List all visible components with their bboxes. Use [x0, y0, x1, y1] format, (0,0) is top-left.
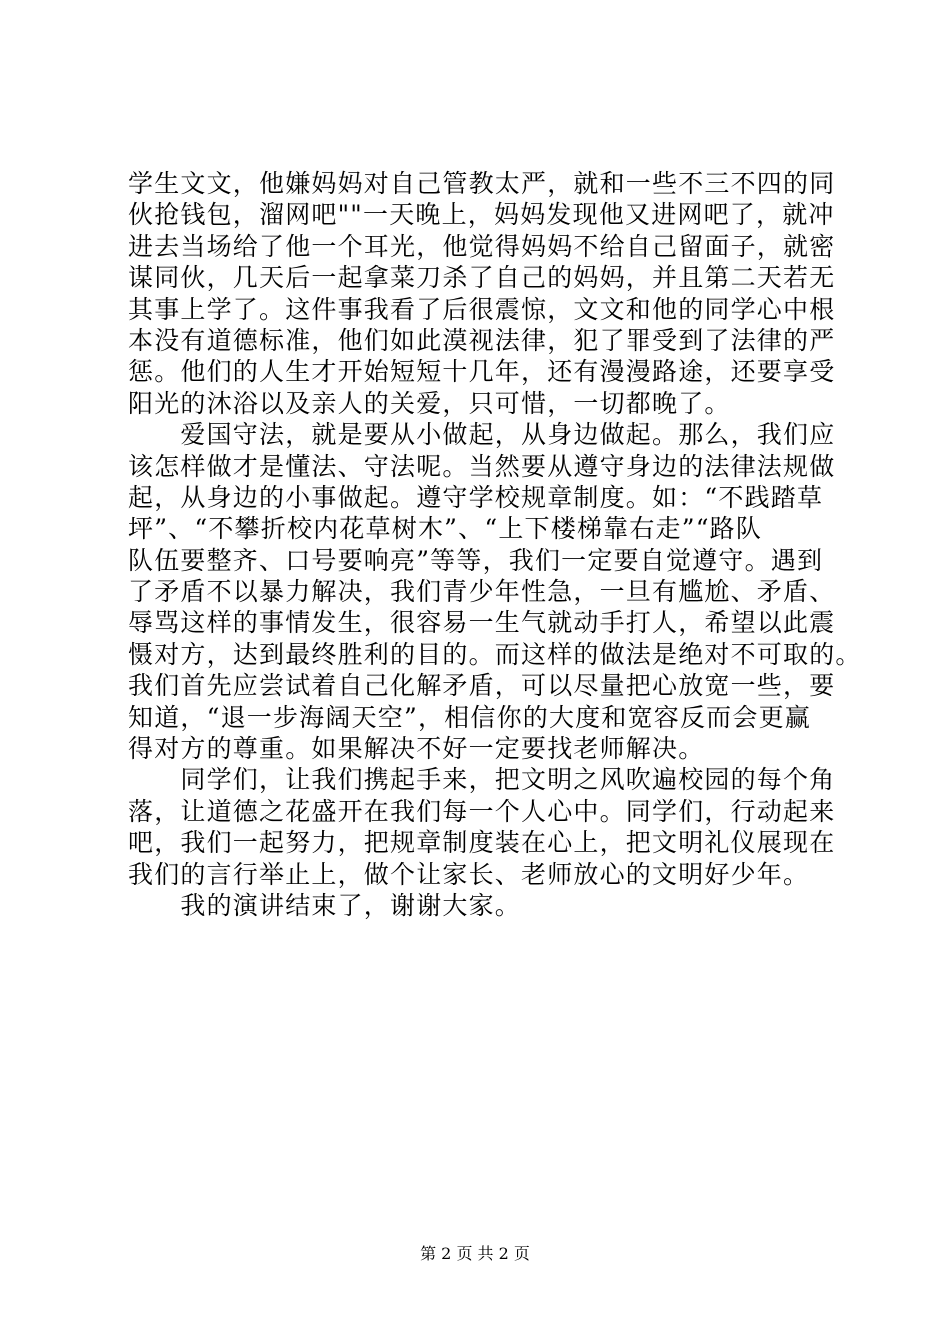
text-line: 进去当场给了他一个耳光，他觉得妈妈不给自己留面子，就密	[128, 231, 836, 261]
text-line: 落，让道德之花盛开在我们每一个人心中。同学们，行动起来	[128, 796, 836, 826]
text-line: 学生文文，他嫌妈妈对自己管教太严，就和一些不三不四的同	[128, 169, 836, 198]
text-line: 惩。他们的人生才开始短短十几年，还有漫漫路途，还要享受	[128, 357, 836, 387]
text-line: 了矛盾不以暴力解决，我们青少年性急，一旦有尴尬、矛盾、	[128, 577, 836, 607]
text-line: 同学们，让我们携起手来，把文明之风吹遍校园的每个角	[128, 765, 836, 795]
text-line: 我的演讲结束了，谢谢大家。	[128, 890, 522, 920]
text-line: 我们首先应尝试着自己化解矛盾，可以尽量把心放宽一些，要	[128, 671, 836, 701]
text-line: 本没有道德标准，他们如此漠视法律，犯了罪受到了法律的严	[128, 325, 836, 355]
text-line: 伙抢钱包，溜网吧""一天晚上，妈妈发现他又进网吧了，就冲	[128, 200, 835, 230]
text-line: 吧，我们一起努力，把规章制度装在心上，把文明礼仪展现在	[128, 828, 836, 858]
text-line: 辱骂这样的事情发生，很容易一生气就动手打人，希望以此震	[128, 608, 836, 638]
text-line: 知道，“退一步海阔天空”，相信你的大度和宽容反而会更赢	[128, 702, 811, 732]
speech-body	[128, 168, 862, 921]
text-line: 队伍要整齐、口号要响亮”等等，我们一定要自觉遵守。遇到	[128, 545, 824, 575]
text-line: 得对方的尊重。如果解决不好一定要找老师解决。	[128, 734, 705, 764]
text-line: 起，从身边的小事做起。遵守学校规章制度。如：“不践踏草	[128, 482, 824, 512]
text-line: 爱国守法，就是要从小做起，从身边做起。那么，我们应	[128, 420, 836, 450]
text-line: 谋同伙，几天后一起拿菜刀杀了自己的妈妈，并且第二天若无	[128, 263, 836, 293]
text-line: 慑对方，达到最终胜利的目的。而这样的做法是绝对不可取的。	[128, 639, 862, 669]
text-line: 其事上学了。这件事我看了后很震惊，文文和他的同学心中根	[128, 294, 836, 324]
text-line: 坪”、“不攀折校内花草树木”、“上下楼梯靠右走”“路队	[128, 514, 763, 544]
page-number-footer: 第 2 页 共 2 页	[420, 1244, 530, 1263]
text-line: 阳光的沐浴以及亲人的关爱，只可惜，一切都晚了。	[128, 388, 731, 418]
text-line: 该怎样做才是懂法、守法呢。当然要从遵守身边的法律法规做	[128, 451, 836, 481]
text-line: 我们的言行举止上，做个让家长、老师放心的文明好少年。	[128, 859, 810, 889]
